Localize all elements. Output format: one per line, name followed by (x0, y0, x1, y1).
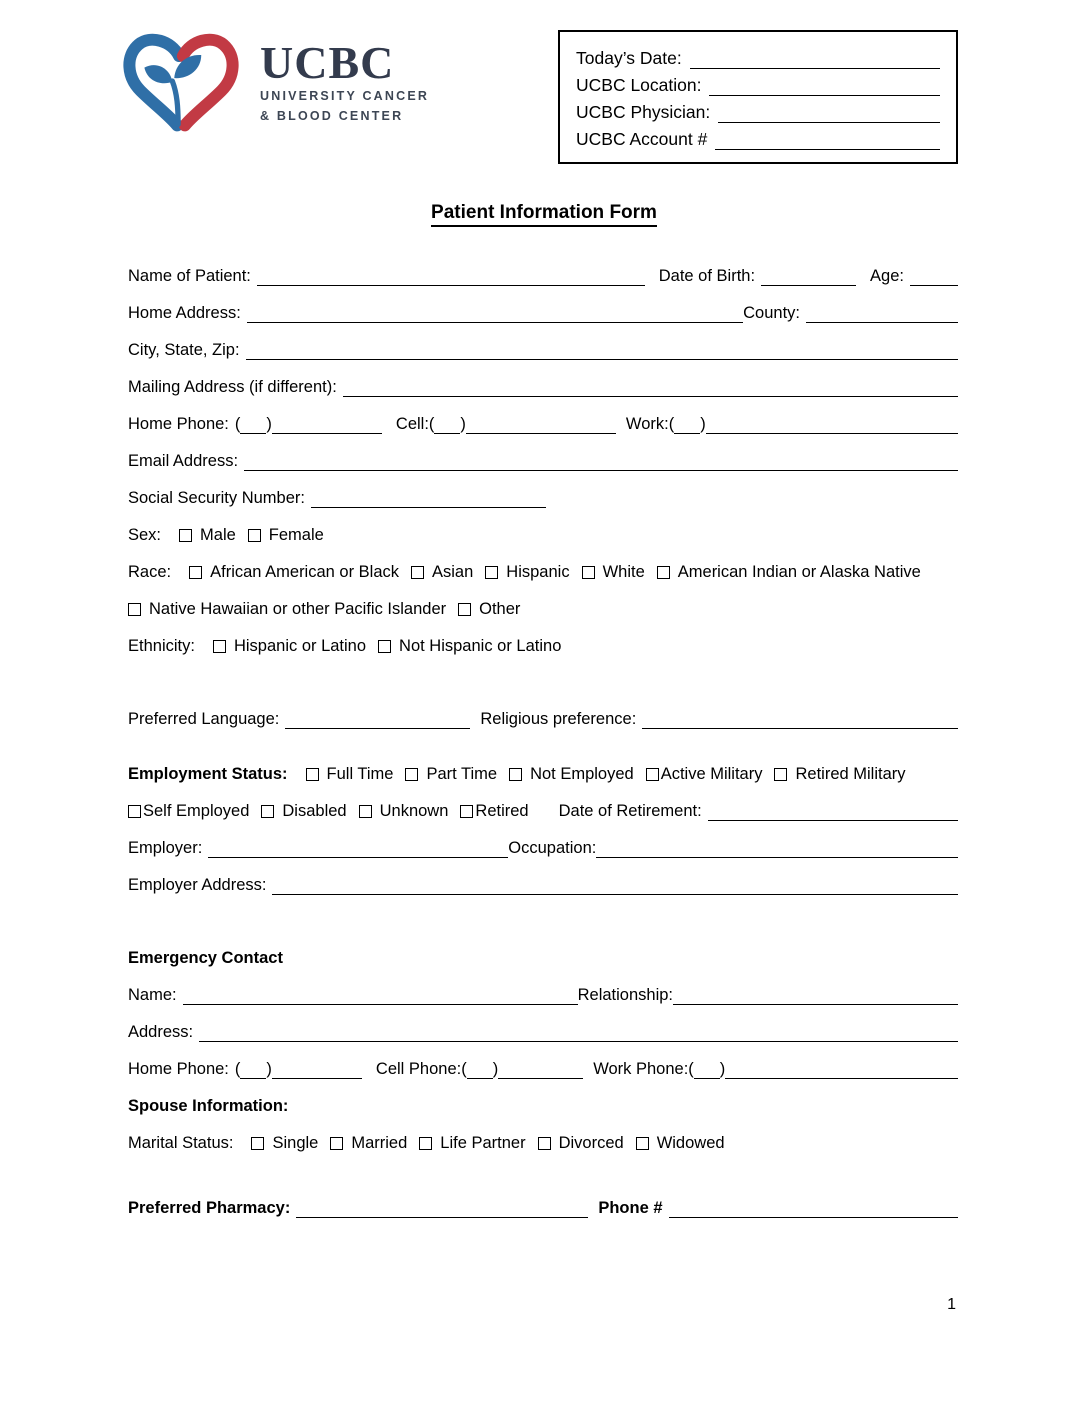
race-option-other (458, 600, 520, 619)
emergency-work-phone-label: Work Phone: (593, 1060, 689, 1078)
mailing-address-label: Mailing Address (if different): (128, 378, 337, 396)
close-paren: ) (492, 1060, 499, 1078)
race-option-hispanic (485, 563, 569, 582)
cell-label: Cell: (395, 415, 429, 433)
marital-option-single (251, 1134, 318, 1153)
page-number: 1 (947, 1296, 956, 1313)
form-body (0, 227, 1088, 1218)
ethnicity-label: Ethnicity: (128, 637, 195, 655)
employment-status-label: Employment Status: (128, 765, 288, 783)
relationship-label: Relationship: (577, 986, 673, 1004)
open-paren: ( (688, 1060, 694, 1078)
row-ethnicity (128, 633, 958, 656)
widowed-label: Widowed (656, 1134, 725, 1152)
emergency-address-label: Address: (128, 1023, 194, 1041)
emergency-home-phone-field[interactable] (272, 1060, 362, 1079)
not-hispanic-latino-label: Not Hispanic or Latino (399, 637, 562, 655)
work-label: Work: (625, 415, 669, 433)
ucbc-location-row (576, 69, 940, 96)
divorced-label: Divorced (558, 1134, 624, 1152)
race-option-white (582, 563, 645, 582)
married-label: Married (351, 1134, 408, 1152)
preferred-pharmacy-field[interactable] (296, 1199, 588, 1218)
name-of-patient-field[interactable] (257, 267, 645, 286)
preferred-language-field[interactable] (285, 710, 470, 729)
row-patient-phones (128, 411, 958, 434)
email-label: Email Address: (128, 452, 239, 470)
close-paren: ) (700, 415, 706, 433)
american-indian-label: American Indian or Alaska Native (677, 563, 921, 581)
hispanic-latino-label: Hispanic or Latino (233, 637, 367, 655)
row-email (128, 448, 958, 471)
pacific-islander-label: Native Hawaiian or other Pacific Islander (149, 600, 447, 618)
row-emergency-name (128, 982, 958, 1005)
spouse-information-title: Spouse Information: (128, 1097, 289, 1115)
asian-checkbox[interactable] (411, 566, 424, 579)
work-area-field[interactable] (674, 415, 700, 434)
ethnicity-option-hispanic (213, 637, 366, 656)
row-employer-occupation (128, 835, 958, 858)
ssn-label: Social Security Number: (128, 489, 305, 507)
row-city-state-zip (128, 337, 958, 360)
row-ssn (128, 485, 958, 508)
open-paren: ( (428, 415, 435, 433)
disabled-checkbox[interactable] (261, 805, 274, 818)
ucbc-account-row (576, 123, 940, 150)
county-field[interactable] (806, 304, 958, 323)
logo-acronym: UCBC (260, 37, 395, 88)
cell-area-field[interactable] (434, 415, 460, 434)
marital-status-label: Marital Status: (128, 1134, 234, 1152)
employment-option-retired-military (774, 765, 905, 784)
logo-subtitle-line1: UNIVERSITY CANCER (260, 89, 430, 103)
female-label: Female (268, 526, 324, 544)
hispanic-checkbox[interactable] (485, 566, 498, 579)
hispanic-latino-checkbox[interactable] (213, 640, 226, 653)
life-partner-checkbox[interactable] (419, 1137, 432, 1150)
preferred-language-label: Preferred Language: (128, 710, 280, 728)
pharmacy-phone-label: Phone # (598, 1199, 663, 1217)
city-state-zip-field[interactable] (246, 341, 958, 360)
row-name-dob-age (128, 263, 958, 286)
employment-option-not-employed (509, 765, 634, 784)
married-checkbox[interactable] (330, 1137, 343, 1150)
ucbc-logo (118, 30, 429, 136)
emergency-address-field[interactable] (199, 1023, 958, 1042)
sex-label: Sex: (128, 526, 162, 544)
life-partner-label: Life Partner (440, 1134, 526, 1152)
hispanic-label: Hispanic (506, 563, 570, 581)
row-employer-address (128, 872, 958, 895)
single-label: Single (272, 1134, 319, 1152)
emergency-cell-phone-field[interactable] (498, 1060, 583, 1079)
marital-option-widowed (636, 1134, 725, 1153)
logo-subtitle-line2: & BLOOD CENTER (260, 109, 404, 123)
white-checkbox[interactable] (582, 566, 595, 579)
clinic-info-box (558, 30, 958, 164)
widowed-checkbox[interactable] (636, 1137, 649, 1150)
emergency-home-area-field[interactable] (240, 1060, 266, 1079)
name-of-patient-label: Name of Patient: (128, 267, 251, 285)
unknown-checkbox[interactable] (359, 805, 372, 818)
retired-checkbox[interactable] (460, 805, 473, 818)
row-mailing-address (128, 374, 958, 397)
employment-option-part-time (405, 765, 497, 784)
employer-field[interactable] (208, 839, 508, 858)
race-option-african-american (189, 563, 399, 582)
unknown-label: Unknown (379, 802, 449, 820)
emergency-contact-header (128, 945, 958, 968)
employment-option-unknown (359, 802, 449, 821)
home-phone-field[interactable] (272, 415, 382, 434)
ucbc-location-label: UCBC Location: (576, 75, 702, 95)
row-preferred-pharmacy (128, 1195, 958, 1218)
ucbc-physician-row (576, 96, 940, 123)
self-employed-label: Self Employed (143, 802, 250, 820)
preferred-pharmacy-label: Preferred Pharmacy: (128, 1199, 291, 1217)
spacer (128, 1153, 958, 1181)
age-field[interactable] (910, 267, 958, 286)
ssn-field[interactable] (311, 489, 546, 508)
home-phone-area-field[interactable] (240, 415, 266, 434)
row-race-line1 (128, 559, 958, 582)
date-of-birth-field[interactable] (761, 267, 856, 286)
home-address-label: Home Address: (128, 304, 241, 322)
full-time-checkbox[interactable] (306, 768, 319, 781)
logo-text (260, 37, 430, 125)
marital-option-life-partner (419, 1134, 525, 1153)
home-address-field[interactable] (247, 304, 743, 323)
ethnicity-option-not-hispanic (378, 637, 561, 656)
pacific-islander-checkbox[interactable] (128, 603, 141, 616)
emergency-home-phone-label: Home Phone: (128, 1060, 229, 1078)
todays-date-field[interactable] (690, 50, 940, 69)
marital-option-divorced (538, 1134, 624, 1153)
emergency-cell-phone-label: Cell Phone: (375, 1060, 462, 1078)
city-state-zip-label: City, State, Zip: (128, 341, 240, 359)
row-race-line2 (128, 596, 958, 619)
page-title: Patient Information Form (431, 202, 657, 227)
sex-option-male (179, 526, 236, 545)
emergency-cell-area-field[interactable] (467, 1060, 493, 1079)
race-option-asian (411, 563, 473, 582)
employment-option-active-military (646, 765, 763, 784)
race-option-pacific-islander (128, 600, 446, 619)
spacer (128, 656, 958, 692)
male-label: Male (200, 526, 236, 544)
open-paren: ( (461, 1060, 467, 1078)
disabled-label: Disabled (282, 802, 347, 820)
home-phone-label: Home Phone: (128, 415, 229, 433)
employment-option-self-employed (128, 802, 249, 821)
mailing-address-field[interactable] (343, 378, 958, 397)
other-race-checkbox[interactable] (458, 603, 471, 616)
employment-option-retired (460, 802, 528, 821)
email-field[interactable] (244, 452, 958, 471)
white-label: White (602, 563, 645, 581)
todays-date-row (576, 42, 940, 69)
close-paren: ) (266, 415, 272, 433)
spacer (128, 895, 958, 931)
close-paren: ) (719, 1060, 726, 1078)
ucbc-location-field[interactable] (709, 77, 940, 96)
american-indian-checkbox[interactable] (657, 566, 670, 579)
employer-label: Employer: (128, 839, 203, 857)
religious-preference-field[interactable] (642, 710, 958, 729)
header (0, 0, 1088, 164)
open-paren: ( (234, 1060, 241, 1078)
row-emergency-address (128, 1019, 958, 1042)
employer-address-label: Employer Address: (128, 876, 267, 894)
date-of-retirement-field[interactable] (708, 802, 958, 821)
spouse-information-header (128, 1093, 958, 1116)
row-marital-status (128, 1130, 958, 1153)
female-checkbox[interactable] (248, 529, 261, 542)
ucbc-account-field[interactable] (715, 131, 940, 150)
county-label: County: (743, 304, 800, 322)
employer-address-field[interactable] (272, 876, 958, 895)
occupation-label: Occupation: (508, 839, 597, 857)
part-time-label: Part Time (426, 765, 498, 783)
pharmacy-phone-field[interactable] (669, 1199, 958, 1218)
african-american-checkbox[interactable] (189, 566, 202, 579)
race-option-american-indian (657, 563, 921, 582)
work-field[interactable] (706, 415, 958, 434)
date-of-retirement-label: Date of Retirement: (558, 802, 702, 820)
active-military-label: Active Military (660, 765, 763, 783)
cell-field[interactable] (466, 415, 616, 434)
close-paren: ) (460, 415, 466, 433)
marital-option-married (330, 1134, 407, 1153)
not-hispanic-latino-checkbox[interactable] (378, 640, 391, 653)
row-employment-status-2 (128, 798, 958, 821)
sex-option-female (248, 526, 324, 545)
occupation-field[interactable] (596, 839, 958, 858)
ucbc-physician-label: UCBC Physician: (576, 102, 711, 122)
religious-preference-label: Religious preference: (480, 710, 637, 728)
other-race-label: Other (479, 600, 521, 618)
single-checkbox[interactable] (251, 1137, 264, 1150)
retired-military-label: Retired Military (795, 765, 906, 783)
race-label: Race: (128, 563, 172, 581)
emergency-name-label: Name: (128, 986, 177, 1004)
emergency-name-field[interactable] (183, 986, 578, 1005)
not-employed-checkbox[interactable] (509, 768, 522, 781)
ucbc-account-label: UCBC Account # (576, 129, 708, 149)
divorced-checkbox[interactable] (538, 1137, 551, 1150)
retired-label: Retired (475, 802, 529, 820)
title-wrap (0, 202, 1088, 227)
self-employed-checkbox[interactable] (128, 805, 141, 818)
row-home-address (128, 300, 958, 323)
open-paren: ( (234, 415, 241, 433)
row-language-religion (128, 706, 958, 729)
row-employment-status (128, 761, 958, 784)
emergency-work-area-field[interactable] (694, 1060, 720, 1079)
male-checkbox[interactable] (179, 529, 192, 542)
date-of-birth-label: Date of Birth: (658, 267, 756, 285)
relationship-field[interactable] (673, 986, 958, 1005)
row-emergency-phones (128, 1056, 958, 1079)
african-american-label: African American or Black (210, 563, 400, 581)
employment-option-disabled (261, 802, 346, 821)
retired-military-checkbox[interactable] (774, 768, 787, 781)
full-time-label: Full Time (326, 765, 394, 783)
close-paren: ) (266, 1060, 272, 1078)
active-military-checkbox[interactable] (646, 768, 659, 781)
emergency-work-phone-field[interactable] (725, 1060, 958, 1079)
part-time-checkbox[interactable] (405, 768, 418, 781)
employment-option-full-time (306, 765, 394, 784)
ucbc-physician-field[interactable] (718, 104, 940, 123)
emergency-contact-title: Emergency Contact (128, 949, 283, 967)
open-paren: ( (668, 415, 675, 433)
todays-date-label: Today’s Date: (576, 48, 682, 68)
age-label: Age: (870, 267, 904, 285)
heart-sprout-logo-icon (118, 30, 244, 136)
spacer (128, 729, 958, 747)
asian-label: Asian (432, 563, 474, 581)
row-sex (128, 522, 958, 545)
not-employed-label: Not Employed (530, 765, 634, 783)
